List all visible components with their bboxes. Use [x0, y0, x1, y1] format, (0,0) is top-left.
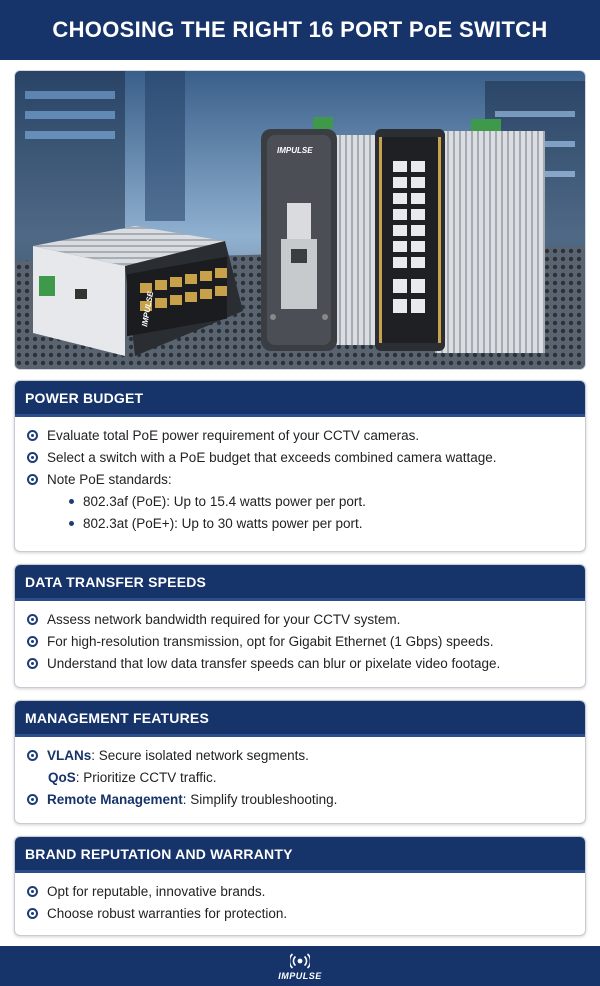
bullet-icon [27, 658, 38, 669]
bullet-icon [27, 636, 38, 647]
power-budget-header [15, 381, 585, 417]
page-footer [0, 946, 600, 986]
data-transfer-header [15, 565, 585, 601]
list-item: Select a switch with a PoE budget that exceeds combined camera wattage. [27, 446, 573, 468]
bullet-icon [27, 794, 38, 805]
bullet-icon [27, 908, 38, 919]
page-header [0, 0, 600, 60]
management-header [15, 701, 585, 737]
hero-image [14, 70, 586, 370]
power-budget-list [15, 417, 585, 534]
bullet-icon [27, 430, 38, 441]
dot-icon [69, 521, 74, 526]
power-budget-title: POWER BUDGET [25, 389, 144, 406]
switches-illustration [15, 71, 586, 370]
brand-list [15, 873, 585, 924]
list-item: Assess network bandwidth required for your CCTV system. [27, 608, 573, 630]
page-title: CHOOSING THE RIGHT 16 PORT PoE SWITCH [52, 17, 548, 42]
power-budget-card [14, 380, 586, 552]
data-transfer-title: DATA TRANSFER SPEEDS [25, 573, 207, 590]
bullet-icon [27, 614, 38, 625]
list-item: Choose robust warranties for protection. [27, 902, 573, 924]
list-item: For high-resolution transmission, opt for Gigabit Ethernet (1 Gbps) speeds. [27, 630, 573, 652]
bullet-icon [27, 886, 38, 897]
management-title: MANAGEMENT FEATURES [25, 709, 209, 726]
sub-list-item: 802.3af (PoE): Up to 15.4 watts power per port. [27, 490, 573, 512]
management-list [15, 737, 585, 810]
brand-header [15, 837, 585, 873]
bullet-icon [27, 750, 38, 761]
brand-title: BRAND REPUTATION AND WARRANTY [25, 845, 293, 862]
dot-icon [69, 499, 74, 504]
bullet-icon [27, 452, 38, 463]
list-item: Understand that low data transfer speeds can blur or pixelate video footage. [27, 652, 573, 674]
list-item: Remote Management : Simplify troubleshooting. [27, 788, 573, 810]
hero-brand-right: IMPULSE [277, 146, 313, 155]
brand-card [14, 836, 586, 936]
impulse-signal-icon [290, 952, 310, 970]
bullet-icon [27, 474, 38, 485]
list-item: Opt for reputable, innovative brands. [27, 880, 573, 902]
list-item: Evaluate total PoE power requirement of your CCTV cameras. [27, 424, 573, 446]
data-transfer-card [14, 564, 586, 688]
list-item: Note PoE standards: [27, 468, 573, 490]
list-item: QoS : Prioritize CCTV traffic. [48, 769, 217, 785]
list-item: VLANs : Secure isolated network segments. [27, 744, 573, 766]
management-card [14, 700, 586, 824]
hero-brand-left: IMPULSE [140, 290, 156, 328]
data-transfer-list [15, 601, 585, 674]
sub-list-item: 802.3at (PoE+): Up to 30 watts power per port. [27, 512, 573, 534]
footer-brand: IMPULSE [278, 970, 322, 981]
